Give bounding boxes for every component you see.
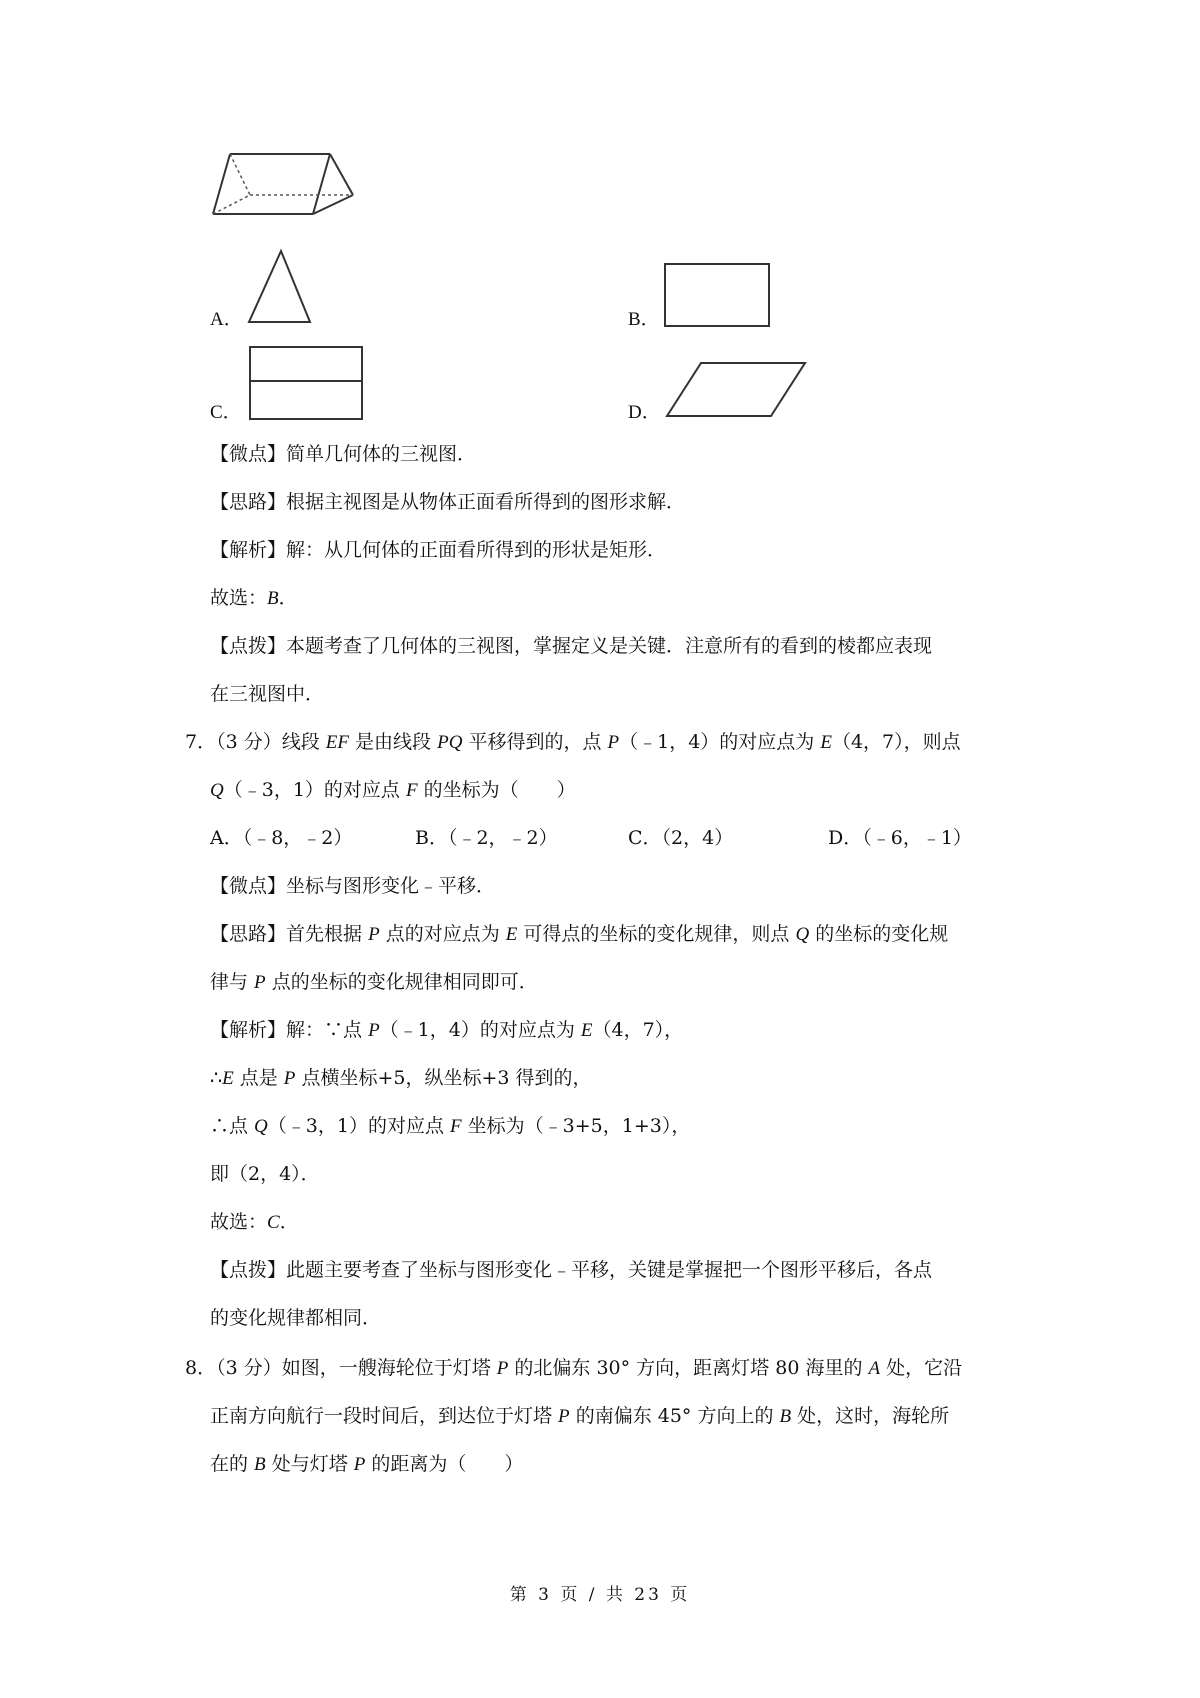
- answer-letter: B: [267, 588, 279, 609]
- q7-jiexi-line1: [210, 1018, 683, 1043]
- silu-text: 根据主视图是从物体正面看所得到的图形求解．: [286, 491, 686, 513]
- q7-silu-line1: [210, 922, 948, 947]
- tag-silu: 【思路】: [210, 491, 287, 513]
- weidian-text: 简单几何体的三视图．: [286, 443, 477, 465]
- stem-text: 处，它沿: [880, 1357, 963, 1379]
- q6-dianbo-line1: [210, 634, 932, 658]
- jiexi-text: （﹣1，4）的对应点为: [379, 1019, 581, 1041]
- tag-jiexi: 【解析】: [210, 1019, 287, 1041]
- stem-text: （﹣1，4）的对应点为: [619, 731, 821, 753]
- answer-prefix: 故选：: [210, 587, 268, 609]
- silu-text: 律与: [210, 971, 255, 993]
- stem-text: 正南方向航行一段时间后，到达位于灯塔: [210, 1405, 559, 1427]
- footer-text: 页 / 共: [551, 1585, 635, 1605]
- silu-text: 点的坐标的变化规律相同即可．: [265, 971, 538, 993]
- math-var: A: [868, 1358, 881, 1379]
- question-score: （3 分）: [216, 731, 282, 753]
- q7-silu-line2: [210, 970, 538, 995]
- silu-text: 可得点的坐标的变化规律，则点: [517, 923, 796, 945]
- jiexi-text: 点横坐标+5，纵坐标+3 得到的，: [295, 1067, 592, 1089]
- option-b-label: B．: [628, 309, 660, 330]
- stem-text: 处与灯塔: [265, 1453, 354, 1475]
- math-var: P: [368, 924, 380, 945]
- jiexi-text: 解：从几何体的正面看所得到的形状是矩形．: [286, 539, 667, 561]
- rectangle-with-line-icon: [248, 345, 366, 425]
- option-d: D．（﹣6，﹣1）: [828, 827, 972, 849]
- stem-text: 的南偏东 45° 方向上的: [569, 1405, 780, 1427]
- stem-text: （4，7），则点: [831, 731, 961, 753]
- math-var: E: [820, 732, 832, 753]
- stem-text: 的距离为（ ）: [365, 1453, 524, 1475]
- rectangle-icon: [663, 262, 773, 332]
- question-score: （3 分）: [216, 1357, 282, 1379]
- option-a: A．（﹣8，﹣2）: [210, 827, 353, 849]
- math-var: F: [450, 1116, 462, 1137]
- tag-dianbo: 【点拨】: [210, 1259, 287, 1281]
- jiexi-text: 坐标为（﹣3+5，1+3），: [461, 1115, 691, 1137]
- math-var: Q: [254, 1116, 268, 1137]
- parallelogram-icon: [663, 360, 813, 420]
- tag-weidian: 【微点】: [210, 443, 287, 465]
- q7-stem-line2: [210, 778, 576, 803]
- q7-stem-line1: [185, 730, 961, 755]
- q6-weidian-line: [210, 442, 476, 466]
- answer-suffix: ．: [278, 587, 298, 609]
- stem-text: 线段: [281, 731, 326, 753]
- q7-jiexi-line3: [210, 1114, 690, 1139]
- q7-weidian-line: [210, 874, 495, 898]
- jiexi-text: 点是: [233, 1067, 284, 1089]
- q8-stem-line1: [185, 1356, 962, 1381]
- math-var: P: [353, 1454, 366, 1475]
- tag-jiexi: 【解析】: [210, 539, 287, 561]
- math-var: E: [222, 1068, 234, 1089]
- jiexi-text: （4，7），: [592, 1019, 684, 1041]
- total-pages: 23: [634, 1585, 662, 1605]
- q8-stem-line2: [210, 1404, 949, 1429]
- stem-text: （﹣3，1）的对应点: [223, 779, 406, 801]
- math-var: B: [779, 1406, 792, 1427]
- jiexi-text: （﹣3，1）的对应点: [267, 1115, 450, 1137]
- q7-jiexi-line4: 即（2，4）．: [210, 1163, 320, 1185]
- footer-text: 第: [509, 1585, 539, 1605]
- math-var: P: [368, 1020, 380, 1041]
- q7-dianbo-line2: 的变化规律都相同．: [210, 1307, 382, 1329]
- jiexi-text: ∴点: [210, 1115, 255, 1137]
- option-b: B．（﹣2，﹣2）: [415, 827, 558, 849]
- answer-suffix: ．: [279, 1211, 299, 1233]
- silu-text: 首先根据: [286, 923, 369, 945]
- weidian-text: 坐标与图形变化﹣平移．: [286, 875, 496, 897]
- math-var: P: [283, 1068, 296, 1089]
- math-var: E: [580, 1020, 593, 1041]
- dianbo-text: 本题考查了几何体的三视图，掌握定义是关键．注意所有的看到的棱都应表现: [286, 635, 933, 657]
- current-page: 3: [538, 1585, 552, 1605]
- math-var: Q: [210, 780, 224, 801]
- answer-letter: C: [267, 1212, 280, 1233]
- option-c-label: C．: [210, 402, 242, 423]
- math-var: Q: [795, 924, 810, 945]
- stem-text: 平移得到的，点: [462, 731, 608, 753]
- stem-text: 的北偏东 30° 方向，距离灯塔 80 海里的: [508, 1357, 869, 1379]
- silu-text: 点的对应点为: [379, 923, 506, 945]
- math-var: PQ: [437, 732, 463, 753]
- q8-stem-line3: [210, 1452, 523, 1477]
- q6-answer-line: [210, 586, 298, 611]
- q7-jiexi-line2: [210, 1066, 592, 1091]
- option-d-label: D．: [628, 402, 661, 423]
- jiexi-text: ∴: [210, 1067, 223, 1089]
- stem-text: 在的: [210, 1453, 255, 1475]
- dianbo-text: 此题主要考查了坐标与图形变化﹣平移，关键是掌握把一个图形平移后，各点: [286, 1259, 933, 1281]
- triangular-prism-icon: [205, 150, 365, 230]
- jiexi-text: 解：∵点: [286, 1019, 369, 1041]
- q6-jiexi-line: [210, 538, 666, 562]
- math-var: F: [405, 780, 418, 801]
- question-number: 7．: [185, 731, 217, 753]
- question-number: 8．: [185, 1357, 217, 1379]
- tag-dianbo: 【点拨】: [210, 635, 287, 657]
- stem-text: 如图，一艘海轮位于灯塔: [281, 1357, 497, 1379]
- triangle-icon: [245, 248, 315, 328]
- math-var: E: [505, 924, 518, 945]
- tag-weidian: 【微点】: [210, 875, 287, 897]
- q7-answer-line: [210, 1210, 299, 1235]
- option-a-label: A．: [210, 309, 243, 330]
- q7-dianbo-line1: [210, 1258, 932, 1282]
- stem-text: 的坐标为（ ）: [417, 779, 576, 801]
- stem-text: 处，这时，海轮所: [791, 1405, 950, 1427]
- math-var: EF: [325, 732, 349, 753]
- math-var: P: [607, 732, 620, 753]
- q6-dianbo-line2: 在三视图中．: [210, 683, 325, 705]
- q6-silu-line: [210, 490, 685, 514]
- answer-prefix: 故选：: [210, 1211, 268, 1233]
- page-footer: [0, 1580, 1200, 1605]
- footer-text: 页: [661, 1585, 691, 1605]
- math-var: P: [496, 1358, 509, 1379]
- silu-text: 的坐标的变化规: [809, 923, 949, 945]
- stem-text: 是由线段: [349, 731, 438, 753]
- math-var: P: [254, 972, 266, 993]
- math-var: B: [254, 1454, 266, 1475]
- tag-silu: 【思路】: [210, 923, 287, 945]
- math-var: P: [558, 1406, 570, 1427]
- option-c: C．（2，4）: [628, 827, 734, 849]
